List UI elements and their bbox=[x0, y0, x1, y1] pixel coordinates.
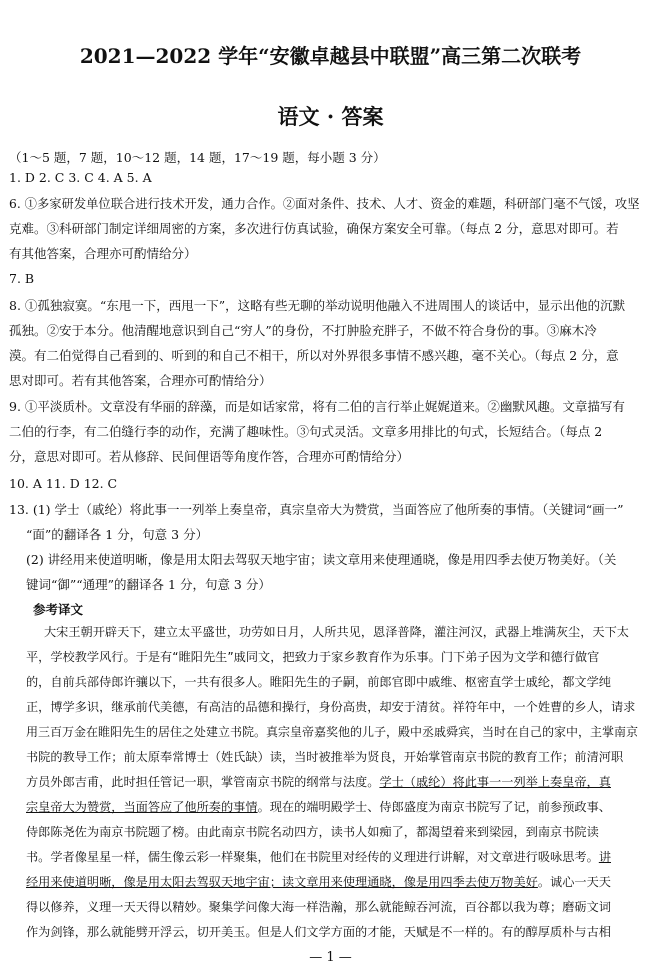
page-number: — 1 — bbox=[309, 950, 352, 965]
answer-q7: 7. B bbox=[9, 271, 35, 286]
answer-q9-line: 二伯的行李，有二伯缝行李的动作，充满了趣味性。③句式灵活。文章多用排比的句式，长短结合。（每点 2 bbox=[9, 424, 603, 439]
translation-line: 用三百万金在睢阳先生的居住之处建立书院。真宗皇帝嘉奖他的儿子，殿中丞戚舜宾，当时在自己的家中，主掌南京 bbox=[26, 725, 639, 739]
answer-q1-5: 1. D 2. C 3. C 4. A 5. A bbox=[9, 170, 152, 185]
answer-q8-line: 漠。有二伯觉得自己看到的、听到的和自己不相干，所以对外界很多事情不感兴趣，毫不关心。（每点 2 分，意 bbox=[9, 348, 619, 363]
document-subtitle: 语文 · 答案 bbox=[277, 104, 384, 129]
answer-q13-line: (2) 讲经用来使道明晰，像是用太阳去驾驭天地宇宙；读文章用来使理通晓，像是用四季去使万物美好。（关 bbox=[26, 552, 617, 567]
answer-q10-12: 10. A 11. D 12. C bbox=[9, 476, 118, 491]
answer-q8-line: 孤独。②安于本分。他清醒地意识到自己“穷人”的身份，不打肿脸充胖子，不做不符合身份的事。③麻木冷 bbox=[9, 323, 597, 338]
translation-line: 的，自前兵部侍郎许骧以下，一共有很多人。睢阳先生的子嗣，前郎官即中戚维、枢密直学士戚纶，都文学纯 bbox=[26, 675, 611, 689]
answer-q13-line: “面”的翻译各 1 分，句意 3 分） bbox=[26, 527, 209, 542]
translation-heading: 参考译文 bbox=[33, 602, 84, 617]
translation-line: 经用来使道明晰，像是用太阳去驾驭天地宇宙；读文章用来使理通晓，像是用四季去使万物美好。诚心一天天 bbox=[26, 875, 611, 889]
translation-line: 得以修养，义理一天天得以精妙。聚集学问像大海一样浩瀚，那么就能鲸吞河流，百谷都以我为尊；磨砺文词 bbox=[26, 900, 611, 914]
answer-q6-line: 6. ①多家研发单位联合进行技术开发，通力合作。②面对条件、技术、人才、资金的难题，科研部门毫不气馁，攻坚 bbox=[9, 197, 640, 211]
translation-line: 侍郎陈尧佐为南京书院题了榜。由此南京书院名动四方，读书人如痴了，都渴望着来到梁园，到南京书院读 bbox=[26, 825, 599, 839]
scoring-note: （1～5 题，7 题，10～12 题，14 题，17～19 题，每小题 3 分） bbox=[9, 150, 386, 165]
document-title: 2021—2022 学年“安徽卓越县中联盟”高三第二次联考 bbox=[79, 44, 582, 68]
answer-q8-line: 8. ①孤独寂寞。“东甩一下，西甩一下”，这略有些无聊的举动说明他融入不进周围人的谈话中，显示出他的沉默 bbox=[9, 298, 626, 313]
translation-line: 平，学校教学风行。于是有“睢阳先生”戚同文，把致力于家乡教育作为乐事。门下弟子因为文学和德行做官 bbox=[26, 650, 600, 664]
answer-q13-line: 键词“御”“通理”的翻译各 1 分，句意 3 分） bbox=[26, 577, 271, 592]
translation-line: 书院的教导工作；前太原奉常博士（姓氏缺）读，当时被推举为贤良，开始掌管南京书院的教育工作；前清河职 bbox=[26, 750, 624, 764]
answer-q13-line: 13. (1) 学士（戚纶）将此事一一列举上奏皇帝，真宗皇帝大为赞赏，当面答应了他所奏的事情。（关键词“画一” bbox=[9, 502, 624, 517]
translation-line: 方员外郎吉甫，此时担任管记一职，掌管南京书院的纲常与法度。学士（戚纶）将此事一一列举上奏皇帝，真 bbox=[26, 775, 611, 789]
answer-q8-line: 思对即可。若有其他答案，合理亦可酌情给分） bbox=[9, 373, 272, 388]
answer-q6-line: 克难。③科研部门制定详细周密的方案，多次进行仿真试验，确保方案安全可靠。（每点 2 分，意思对即可。若 bbox=[9, 221, 619, 236]
translation-line: 大宋王朝开辟天下，建立太平盛世，功劳如日月，人所共见，恩泽普降，灌注河汉，武器上堆满灰尘，天下太 bbox=[44, 625, 629, 639]
translation-line: 作为剑锋，那么就能劈开浮云，切开美玉。但是人们文学方面的才能，天赋是不一样的。有的醇厚质朴与古相 bbox=[26, 925, 611, 939]
translation-line: 正，博学多识，继承前代美德，有高洁的品德和操行，身份高贵，却安于清贫。祥符年中，一个姓曹的乡人，请求 bbox=[26, 700, 636, 714]
answer-q6-line: 有其他答案，合理亦可酌情给分） bbox=[9, 246, 197, 261]
answer-q9-line: 9. ①平淡质朴。文章没有华丽的辞藻，而是如话家常，将有二伯的言行举止娓娓道来。②幽默风趣。文章描写有 bbox=[9, 399, 625, 414]
answer-q9-line: 分，意思对即可。若从修辞、民间俚语等角度作答，合理亦可酌情给分） bbox=[9, 449, 410, 464]
translation-line: 宗皇帝大为赞赏，当面答应了他所奏的事情。现在的端明殿学士、侍郎盛度为南京书院写了记，前参预政事、 bbox=[26, 800, 611, 814]
translation-line: 书。学者像星星一样，儒生像云彩一样聚集，他们在书院里对经传的义理进行讲解，对文章进行吸咏思考。讲 bbox=[26, 850, 611, 864]
